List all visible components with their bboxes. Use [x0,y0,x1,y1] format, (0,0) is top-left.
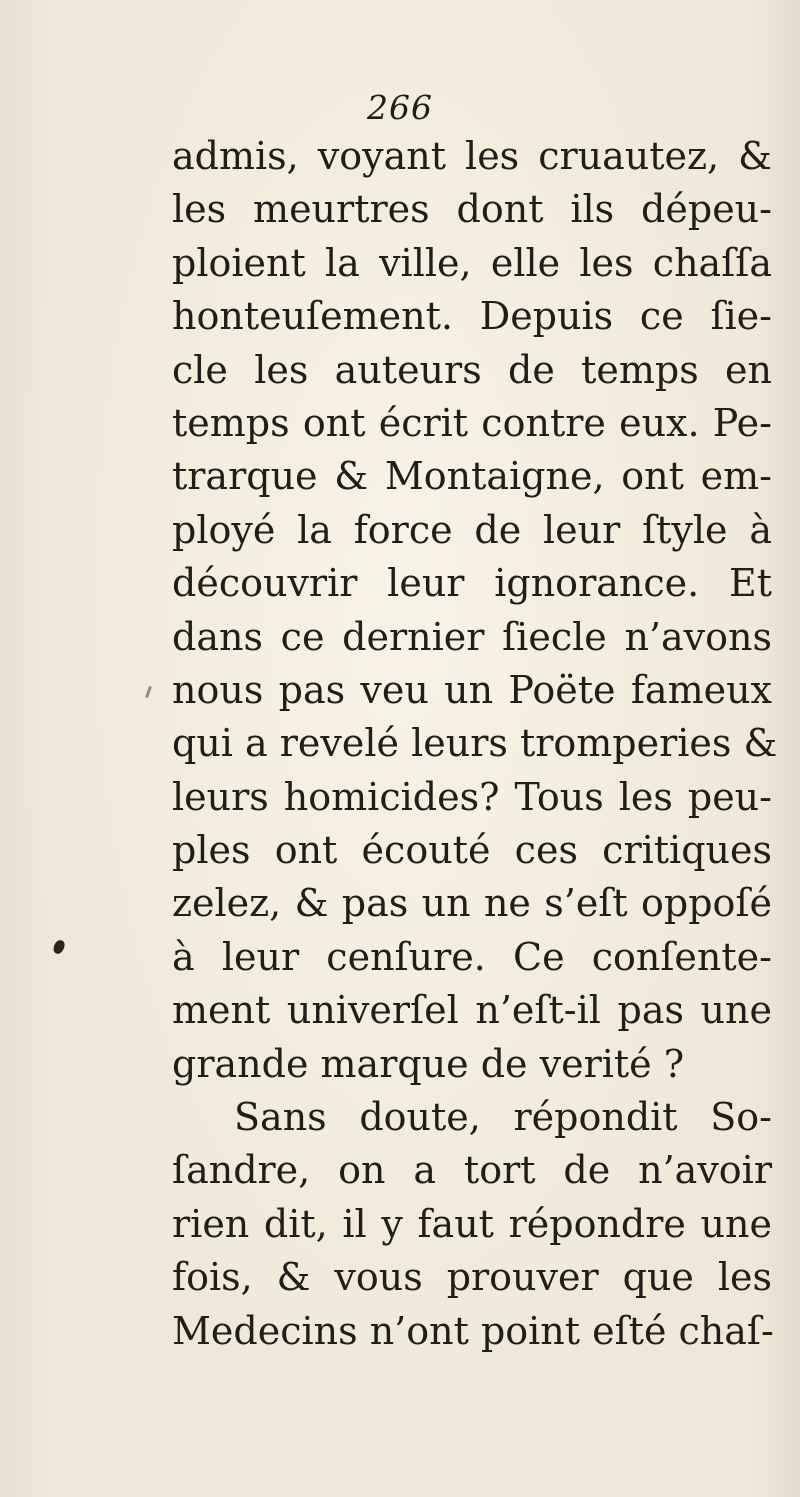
text-line: les meurtres dont ils dépeu- [172,187,772,232]
page-number: 266 [367,88,433,127]
text-line: Medecins n’ont point eſté chaſ- [172,1308,774,1353]
text-line: Sans doute, répondit So- [234,1095,772,1140]
text-line: zelez, & pas un ne s’eſt oppoſé [172,881,772,926]
text-line: cle les auteurs de temps en [172,347,772,392]
text-line: dans ce dernier ſiecle n’avons [172,614,772,659]
text-line: nous pas veu un Poëte fameux [172,667,772,712]
text-line: ſandre, on a tort de n’avoir [172,1148,772,1193]
ink-mark [145,686,152,698]
text-line: qui a revelé leurs tromperies & [172,721,778,766]
ink-speck [52,939,66,956]
text-line: admis, voyant les cruautez, & [172,134,772,178]
text-line: ployé la force de leur ſtyle à [172,507,772,552]
text-line: leurs homicides? Tous les peu- [172,774,772,819]
body-text [172,130,778,1358]
text-line: temps ont écrit contre eux. Pe- [172,400,772,445]
text-line: trarque & Montaigne, ont em- [172,454,772,499]
text-line: ploient la ville, elle les chaſſa [172,240,772,285]
text-line: à leur cenſure. Ce conſente- [172,934,772,979]
text-line: découvrir leur ignorance. Et [172,561,772,606]
text-line: ples ont écouté ces critiques [172,828,772,873]
text-line: honteuſement. Depuis ce ſie- [172,294,772,339]
text-line: grande marque de verité ? [172,1041,685,1086]
text-line: fois, & vous prouver que les [172,1255,772,1300]
text-line: rien dit, il y faut répondre une [172,1201,772,1246]
text-line: ment univerſel n’eſt-il pas une [172,988,772,1033]
